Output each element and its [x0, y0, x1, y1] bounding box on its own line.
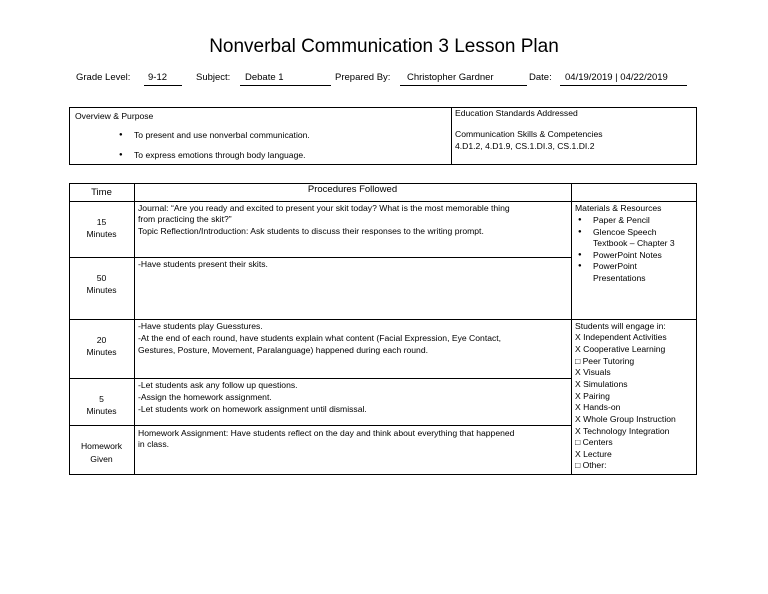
row-divider — [69, 257, 572, 258]
row-time: 50 — [96, 273, 107, 283]
materials-heading: Materials & Resources — [575, 203, 662, 213]
procedure-line: -Let students work on homework assignment until dismissal. — [138, 404, 367, 414]
materials-item: Textbook – Chapter 3 — [593, 238, 675, 249]
grade-level-value: 9-12 — [144, 72, 182, 86]
row-time-unit: Minutes — [86, 347, 117, 357]
engage-item: □ Peer Tutoring — [575, 356, 635, 366]
row-time: 20 — [96, 335, 107, 345]
standards-line: Communication Skills & Competencies — [455, 129, 603, 139]
overview-list — [116, 130, 310, 162]
procedure-line: in class. — [138, 439, 170, 449]
materials-list — [575, 215, 675, 285]
side-column-divider — [571, 183, 572, 475]
subject-value: Debate 1 — [240, 72, 331, 86]
prepared-by-label: Prepared By: — [335, 72, 391, 83]
overview-heading: Overview & Purpose — [75, 111, 154, 121]
standards-heading: Education Standards Addressed — [455, 108, 578, 118]
page-title: Nonverbal Communication 3 Lesson Plan — [209, 36, 559, 57]
subject-label: Subject: — [196, 72, 231, 83]
row-time-unit: Minutes — [86, 229, 117, 239]
date-label: Date: — [529, 72, 552, 83]
grade-level-label: Grade Level: — [76, 72, 131, 83]
procedure-line: -Assign the homework assignment. — [138, 392, 272, 402]
row-time: 15 — [96, 217, 107, 227]
row-time-unit: Minutes — [86, 285, 117, 295]
engage-item: X Whole Group Instruction — [575, 414, 676, 424]
procedure-line: -Have students play Guesstures. — [138, 321, 263, 331]
materials-item: Presentations — [593, 272, 646, 283]
materials-item: ● Glencoe Speech — [575, 227, 675, 239]
procedure-line: from practicing the skit?” — [138, 214, 232, 224]
row-divider — [69, 425, 572, 426]
materials-item: ● PowerPoint — [575, 261, 675, 273]
row-divider — [69, 319, 697, 320]
engage-item: X Cooperative Learning — [575, 344, 666, 354]
engage-item: X Lecture — [575, 449, 612, 459]
standards-codes: 4.D1.2, 4.D1.9, CS.1.DI.3, CS.1.DI.2 — [455, 141, 595, 151]
row-time-unit: Minutes — [86, 406, 117, 416]
engage-item: X Independent Activities — [575, 332, 667, 342]
time-header: Time — [91, 187, 112, 198]
engage-heading: Students will engage in: — [575, 321, 666, 331]
row-divider — [69, 378, 572, 379]
overview-item: ● To present and use nonverbal communication. — [116, 130, 310, 150]
overview-item: ● To express emotions through body language. — [116, 150, 310, 162]
procedure-line: -Let students ask any follow up questions. — [138, 380, 298, 390]
engage-item: □ Centers — [575, 437, 613, 447]
header-row-divider — [69, 201, 697, 202]
engage-item: □ Other: — [575, 460, 607, 470]
procedure-line: -Have students present their skits. — [138, 259, 268, 269]
engage-item: X Pairing — [575, 391, 610, 401]
procedure-line: Homework Assignment: Have students reflect on the day and think about everything that happened — [138, 428, 515, 438]
row-time: 5 — [99, 394, 104, 404]
time-column-divider — [134, 183, 135, 475]
materials-item: ● PowerPoint Notes — [575, 250, 675, 262]
engage-item: X Hands-on — [575, 402, 621, 412]
engage-item: X Technology Integration — [575, 426, 670, 436]
procedure-line: Gestures, Posture, Movement, Paralanguage) happened during each round. — [138, 345, 428, 355]
procedure-line: Journal: “Are you ready and excited to present your skit today? What is the most memorable thing — [138, 203, 510, 213]
engage-item: X Simulations — [575, 379, 628, 389]
procedures-header: Procedures Followed — [307, 184, 398, 195]
date-value: 04/19/2019 | 04/22/2019 — [560, 72, 687, 86]
overview-divider — [451, 107, 452, 165]
engage-item: X Visuals — [575, 367, 611, 377]
row-time: Homework — [80, 441, 123, 451]
procedure-line: -At the end of each round, have students explain what content (Facial Expression, Eye Contact, — [138, 333, 502, 343]
procedure-line: Topic Reflection/Introduction: Ask students to discuss their responses to the writing prompt. — [138, 226, 484, 236]
materials-item: ● Paper & Pencil — [575, 215, 675, 227]
prepared-by-value: Christopher Gardner — [400, 72, 527, 86]
row-time-unit: Given — [90, 454, 113, 464]
